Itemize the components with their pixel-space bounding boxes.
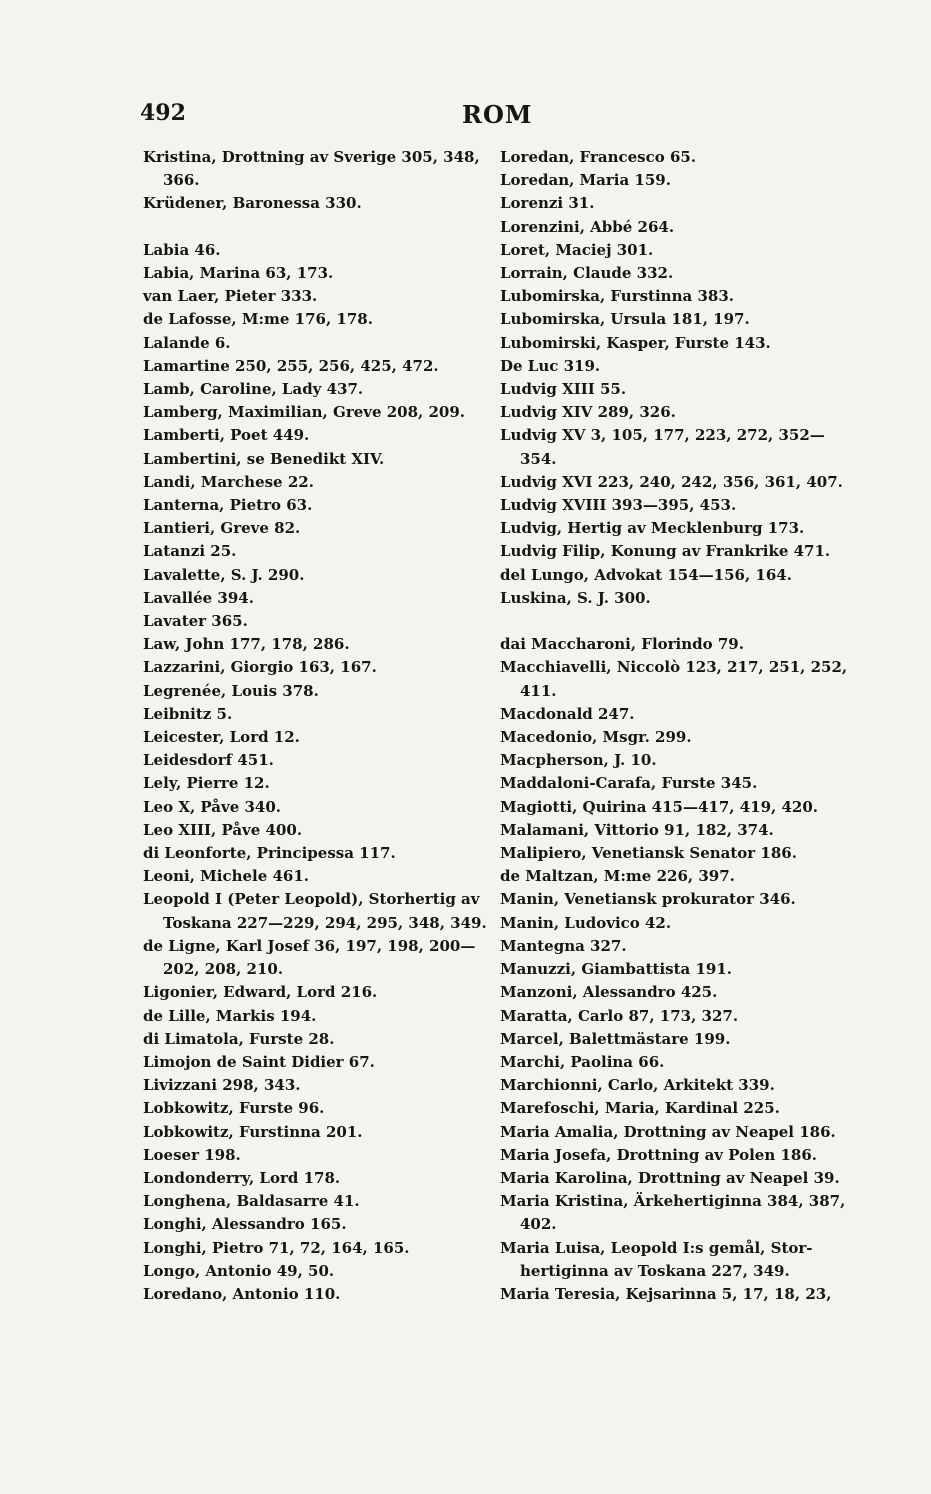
index-entry (143, 865, 488, 888)
index-entry (500, 703, 850, 726)
index-entry-line: Livizzani 298, 343. (143, 1076, 301, 1095)
index-column-left (143, 146, 488, 1306)
index-entry-line: Manuzzi, Giambattista 191. (500, 960, 733, 979)
index-entry (143, 656, 488, 679)
index-entry-line: Kristina, Drottning av Sverige 305, 348, 366. (143, 148, 480, 190)
index-entry (500, 912, 850, 935)
index-entry (500, 819, 850, 842)
index-entry-line: 411. (520, 681, 557, 700)
index-entry-line: Leicester, Lord 12. (143, 728, 300, 747)
index-entry (143, 703, 488, 726)
index-entry-line: van Laer, Pieter 333. (143, 287, 318, 306)
index-entry (500, 1074, 850, 1097)
index-entry (143, 517, 488, 540)
index-entry (500, 564, 850, 587)
index-entry (500, 1237, 850, 1283)
index-entry-line: Lamartine 250, 255, 256, 425, 472. (143, 356, 439, 375)
index-entry (500, 378, 850, 401)
index-entry (143, 1097, 488, 1120)
index-entry (500, 656, 850, 702)
index-entry (500, 1283, 850, 1306)
index-entry (500, 865, 850, 888)
index-entry-line: Macdonald 247. (500, 704, 635, 723)
index-entry (500, 308, 850, 331)
index-entry-line: de Lille, Markis 194. (143, 1006, 317, 1025)
index-entry-line: Toskana 227—229, 294, 295, 348, 349. (163, 913, 487, 932)
index-entry (143, 146, 488, 192)
index-entry-line: Law, John 177, 178, 286. (143, 635, 350, 654)
index-entry (143, 448, 488, 471)
page-number: 492 (140, 100, 186, 126)
index-entry (500, 958, 850, 981)
index-entry (500, 239, 850, 262)
index-entry (143, 494, 488, 517)
index-entry-line: Macedonio, Msgr. 299. (500, 728, 692, 747)
index-entry-line: de Ligne, Karl Josef 36, 197, 198, 200— (143, 936, 476, 955)
index-entry-line: Maria Teresia, Kejsarinna 5, 17, 18, 23, (500, 1284, 832, 1303)
index-entry-line: Lanterna, Pietro 63. (143, 496, 313, 515)
index-entry-line: Legrenée, Louis 378. (143, 681, 319, 700)
index-entry-line: Ludvig XIV 289, 326. (500, 403, 676, 422)
index-entry (500, 1144, 850, 1167)
index-entry (500, 1167, 850, 1190)
index-entry-line: Leo XIII, Påve 400. (143, 820, 303, 839)
index-entry (500, 169, 850, 192)
index-entry-line: dai Maccharoni, Florindo 79. (500, 635, 744, 654)
index-entry-line: de Maltzan, M:me 226, 397. (500, 867, 735, 886)
index-entry-line: hertiginna av Toskana 227, 349. (520, 1261, 790, 1280)
index-entry (500, 471, 850, 494)
index-entry (143, 1051, 488, 1074)
index-entry-line: Lorrain, Claude 332. (500, 264, 674, 283)
index-entry-line: Labia, Marina 63, 173. (143, 264, 334, 282)
index-entry-line: De Luc 319. (500, 356, 601, 375)
index-entry (500, 935, 850, 958)
index-entry-line: Ludvig XV 3, 105, 177, 223, 272, 352—354. (500, 426, 825, 468)
index-entry (500, 332, 850, 355)
index-entry-line: Lobkowitz, Furste 96. (143, 1099, 325, 1118)
index-entry (143, 1283, 488, 1306)
index-entry-line: Manin, Ludovico 42. (500, 913, 672, 932)
index-entry-line: Lavallée 394. (143, 588, 254, 607)
index-entry-line: Marcel, Balettmästare 199. (500, 1029, 731, 1048)
index-entry (500, 842, 850, 865)
index-entry (500, 981, 850, 1004)
index-entry-line: Macchiavelli, Niccolò 123, 217, 251, 252, (500, 658, 848, 677)
index-entry-line: Loeser 198. (143, 1145, 241, 1164)
index-entry-line: Magiotti, Quirina 415—417, 419, 420. (500, 797, 818, 816)
index-entry-line: Loredan, Francesco 65. (500, 148, 697, 166)
index-entry-line: Manin, Venetiansk prokurator 346. (500, 890, 796, 909)
index-entry (500, 192, 850, 215)
index-entry-line: Londonderry, Lord 178. (143, 1168, 341, 1187)
index-entry (143, 633, 488, 656)
index-entry (143, 888, 488, 934)
index-entry-line: Marefoschi, Maria, Kardinal 225. (500, 1099, 780, 1118)
page-header (140, 100, 840, 132)
index-entry-line: Loret, Maciej 301. (500, 240, 654, 259)
index-entry-line: Leibnitz 5. (143, 704, 233, 723)
index-entry-line: Krüdener, Baronessa 330. (143, 194, 362, 213)
index-entry (143, 1237, 488, 1260)
index-entry-line: Lavalette, S. J. 290. (143, 565, 305, 584)
index-entry-line: di Limatola, Furste 28. (143, 1029, 335, 1048)
index-entry (143, 355, 488, 378)
index-entry-line: Marchionni, Carlo, Arkitekt 339. (500, 1076, 775, 1095)
index-entry (143, 1074, 488, 1097)
index-entry-line: Longhi, Alessandro 165. (143, 1215, 347, 1234)
index-entry (500, 772, 850, 795)
index-entry-line: Lorenzini, Abbé 264. (500, 217, 675, 236)
index-entry (143, 1028, 488, 1051)
index-entry-line: Malamani, Vittorio 91, 182, 374. (500, 820, 774, 839)
index-entry (143, 192, 488, 215)
index-entry (143, 332, 488, 355)
index-entry (143, 1005, 488, 1028)
index-entry (143, 285, 488, 308)
index-entry (143, 610, 488, 633)
index-entry-line: Loredan, Maria 159. (500, 171, 671, 190)
index-entry-line: Marchi, Paolina 66. (500, 1052, 665, 1071)
index-entry-line: de Lafosse, M:me 176, 178. (143, 310, 373, 329)
index-entry-line: Ludvig XIII 55. (500, 380, 627, 399)
index-entry-line: Ludvig Filip, Konung av Frankrike 471. (500, 542, 831, 561)
index-entry (143, 564, 488, 587)
index-entry (500, 1005, 850, 1028)
index-entry (143, 680, 488, 703)
index-entry (500, 1028, 850, 1051)
index-entry-line: Ludvig XVI 223, 240, 242, 356, 361, 407. (500, 472, 843, 491)
index-entry-line: Limojon de Saint Didier 67. (143, 1052, 375, 1071)
section-gap (500, 610, 850, 633)
index-entry (500, 216, 850, 239)
index-entry (500, 424, 850, 470)
index-entry (500, 1097, 850, 1120)
index-entry-line: Lalande 6. (143, 333, 231, 352)
index-entry (143, 935, 488, 981)
index-entry (500, 888, 850, 911)
index-entry-line: Lubomirska, Furstinna 383. (500, 287, 734, 306)
index-entry-line: 402. (520, 1215, 557, 1234)
index-entry (143, 587, 488, 610)
index-entry (143, 819, 488, 842)
index-entry-line: Maratta, Carlo 87, 173, 327. (500, 1006, 739, 1025)
index-entry-line: Loredano, Antonio 110. (143, 1284, 341, 1303)
index-entry (143, 262, 488, 285)
index-entry (500, 726, 850, 749)
index-entry-line: Lamberti, Poet 449. (143, 426, 310, 445)
index-entry-line: Lobkowitz, Furstinna 201. (143, 1122, 363, 1141)
index-entry (143, 1167, 488, 1190)
index-entry-line: Lubomirska, Ursula 181, 197. (500, 310, 750, 329)
index-entry (500, 587, 850, 610)
index-entry (143, 1190, 488, 1213)
index-entry-line: Macpherson, J. 10. (500, 751, 657, 770)
index-entry (500, 355, 850, 378)
index-entry (143, 1213, 488, 1236)
index-entry-line: Maddaloni-Carafa, Furste 345. (500, 774, 758, 793)
index-entry (143, 749, 488, 772)
index-entry (500, 262, 850, 285)
index-entry-line: Maria Amalia, Drottning av Neapel 186. (500, 1122, 836, 1141)
index-entry (143, 378, 488, 401)
index-entry (143, 842, 488, 865)
index-entry-line: 202, 208, 210. (163, 960, 284, 979)
index-entry-line: Lorenzi 31. (500, 194, 595, 213)
index-entry (143, 471, 488, 494)
index-entry-line: Mantegna 327. (500, 936, 627, 955)
index-entry-line: Longo, Antonio 49, 50. (143, 1261, 335, 1280)
index-entry (143, 540, 488, 563)
index-entry (500, 1190, 850, 1236)
index-entry (500, 285, 850, 308)
index-entry (143, 981, 488, 1004)
index-entry (143, 1260, 488, 1283)
index-entry-line: Luskina, S. J. 300. (500, 588, 651, 607)
index-entry-line: Maria Josefa, Drottning av Polen 186. (500, 1145, 818, 1164)
index-entry-line: Leoni, Michele 461. (143, 867, 310, 886)
index-entry (500, 517, 850, 540)
index-entry-line: Ludvig, Hertig av Mecklenburg 173. (500, 519, 805, 538)
index-entry (500, 749, 850, 772)
index-entry-line: Longhi, Pietro 71, 72, 164, 165. (143, 1238, 410, 1257)
index-entry-line: Latanzi 25. (143, 542, 237, 561)
index-entry-line: Lazzarini, Giorgio 163, 167. (143, 658, 377, 677)
index-entry (143, 424, 488, 447)
index-entry (143, 239, 488, 262)
index-entry (500, 1121, 850, 1144)
index-entry-line: Ligonier, Edward, Lord 216. (143, 983, 378, 1002)
index-entry-line: Manzoni, Alessandro 425. (500, 983, 718, 1002)
index-entry (143, 1121, 488, 1144)
index-entry-line: Lubomirski, Kasper, Furste 143. (500, 333, 771, 352)
index-entry-line: Ludvig XVIII 393—395, 453. (500, 496, 737, 515)
section-gap (143, 216, 488, 239)
index-entry-line: Lavater 365. (143, 612, 248, 631)
index-entry-line: Malipiero, Venetiansk Senator 186. (500, 844, 797, 863)
index-entry-line: Lamberg, Maximilian, Greve 208, 209. (143, 403, 466, 422)
index-entry-line: Maria Kristina, Ärkehertiginna 384, 387, (500, 1192, 846, 1211)
index-entry-line: Landi, Marchese 22. (143, 472, 314, 491)
index-entry (500, 494, 850, 517)
index-entry-line: Labia 46. (143, 240, 221, 259)
index-entry (143, 726, 488, 749)
index-entry (500, 796, 850, 819)
index-entry (143, 1144, 488, 1167)
index-entry-line: del Lungo, Advokat 154—156, 164. (500, 565, 792, 584)
index-entry-line: Leo X, Påve 340. (143, 797, 282, 816)
index-entry-line: Leopold I (Peter Leopold), Storhertig av (143, 890, 480, 909)
index-entry-line: Longhena, Baldasarre 41. (143, 1192, 360, 1211)
index-entry (500, 401, 850, 424)
index-entry (143, 772, 488, 795)
index-entry-line: Maria Karolina, Drottning av Neapel 39. (500, 1168, 840, 1187)
index-entry (143, 308, 488, 331)
index-entry (143, 796, 488, 819)
index-entry-line: Leidesdorf 451. (143, 751, 274, 770)
index-entry-line: Lely, Pierre 12. (143, 774, 270, 793)
index-column-right (500, 146, 850, 1306)
index-entry (500, 146, 850, 169)
index-entry-line: Lamb, Caroline, Lady 437. (143, 380, 364, 399)
index-entry (500, 1051, 850, 1074)
index-entry (500, 633, 850, 656)
index-entry (500, 540, 850, 563)
index-entry-line: Lantieri, Greve 82. (143, 519, 301, 538)
index-entry-line: Lambertini, se Benedikt XIV. (143, 449, 385, 468)
index-entry (143, 401, 488, 424)
index-entry-line: di Leonforte, Principessa 117. (143, 844, 396, 863)
running-head: ROM (462, 100, 533, 129)
index-entry-line: Maria Luisa, Leopold I:s gemål, Stor- (500, 1238, 813, 1257)
